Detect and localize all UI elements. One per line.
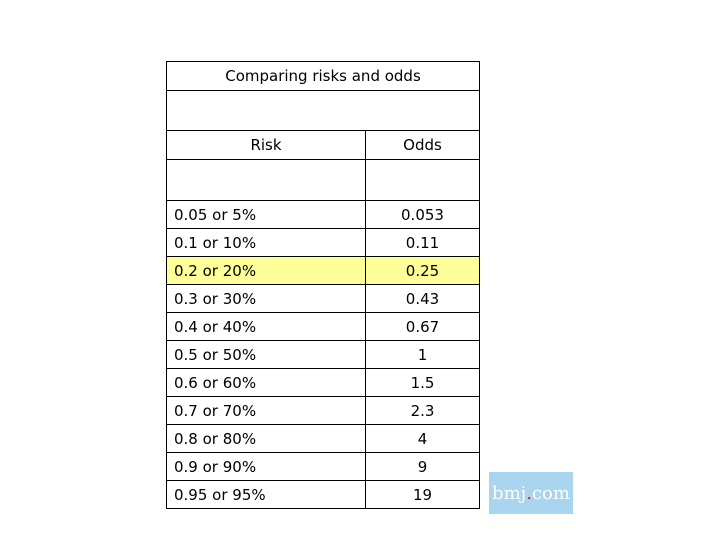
logo-dot: .	[526, 482, 532, 504]
odds-cell: 1.5	[366, 369, 480, 397]
risk-cell: 0.9 or 90%	[167, 453, 366, 481]
risk-cell: 0.95 or 95%	[167, 481, 366, 509]
odds-cell: 1	[366, 341, 480, 369]
risk-cell: 0.4 or 40%	[167, 313, 366, 341]
risk-cell: 0.05 or 5%	[167, 201, 366, 229]
table-row	[167, 453, 480, 481]
header-row	[167, 131, 480, 160]
table-row	[167, 369, 480, 397]
blank-cell	[366, 160, 480, 201]
bmj-logo	[489, 472, 573, 514]
risk-cell: 0.3 or 30%	[167, 285, 366, 313]
risk-cell: 0.8 or 80%	[167, 425, 366, 453]
odds-cell: 0.053	[366, 201, 480, 229]
risk-cell: 0.6 or 60%	[167, 369, 366, 397]
logo-text-left: bmj	[492, 482, 527, 504]
logo-text-right: com	[531, 482, 570, 504]
odds-cell: 2.3	[366, 397, 480, 425]
table-row	[167, 397, 480, 425]
risk-odds-table	[166, 61, 480, 509]
blank-row	[167, 160, 480, 201]
risk-cell: 0.5 or 50%	[167, 341, 366, 369]
table-title: Comparing risks and odds	[167, 62, 480, 91]
blank-cell	[167, 91, 480, 131]
blank-row	[167, 91, 480, 131]
odds-cell: 0.25	[366, 257, 480, 285]
table-row	[167, 285, 480, 313]
header-odds: Odds	[366, 131, 480, 160]
odds-cell: 4	[366, 425, 480, 453]
risk-cell: 0.2 or 20%	[167, 257, 366, 285]
risk-cell: 0.1 or 10%	[167, 229, 366, 257]
table-row	[167, 201, 480, 229]
odds-cell: 0.11	[366, 229, 480, 257]
header-risk: Risk	[167, 131, 366, 160]
table-row	[167, 229, 480, 257]
table-row	[167, 425, 480, 453]
table-row	[167, 341, 480, 369]
odds-cell: 9	[366, 453, 480, 481]
odds-cell: 19	[366, 481, 480, 509]
odds-cell: 0.43	[366, 285, 480, 313]
title-row	[167, 62, 480, 91]
blank-cell	[167, 160, 366, 201]
table-row	[167, 313, 480, 341]
odds-cell: 0.67	[366, 313, 480, 341]
table-row	[167, 257, 480, 285]
risk-cell: 0.7 or 70%	[167, 397, 366, 425]
table-row	[167, 481, 480, 509]
